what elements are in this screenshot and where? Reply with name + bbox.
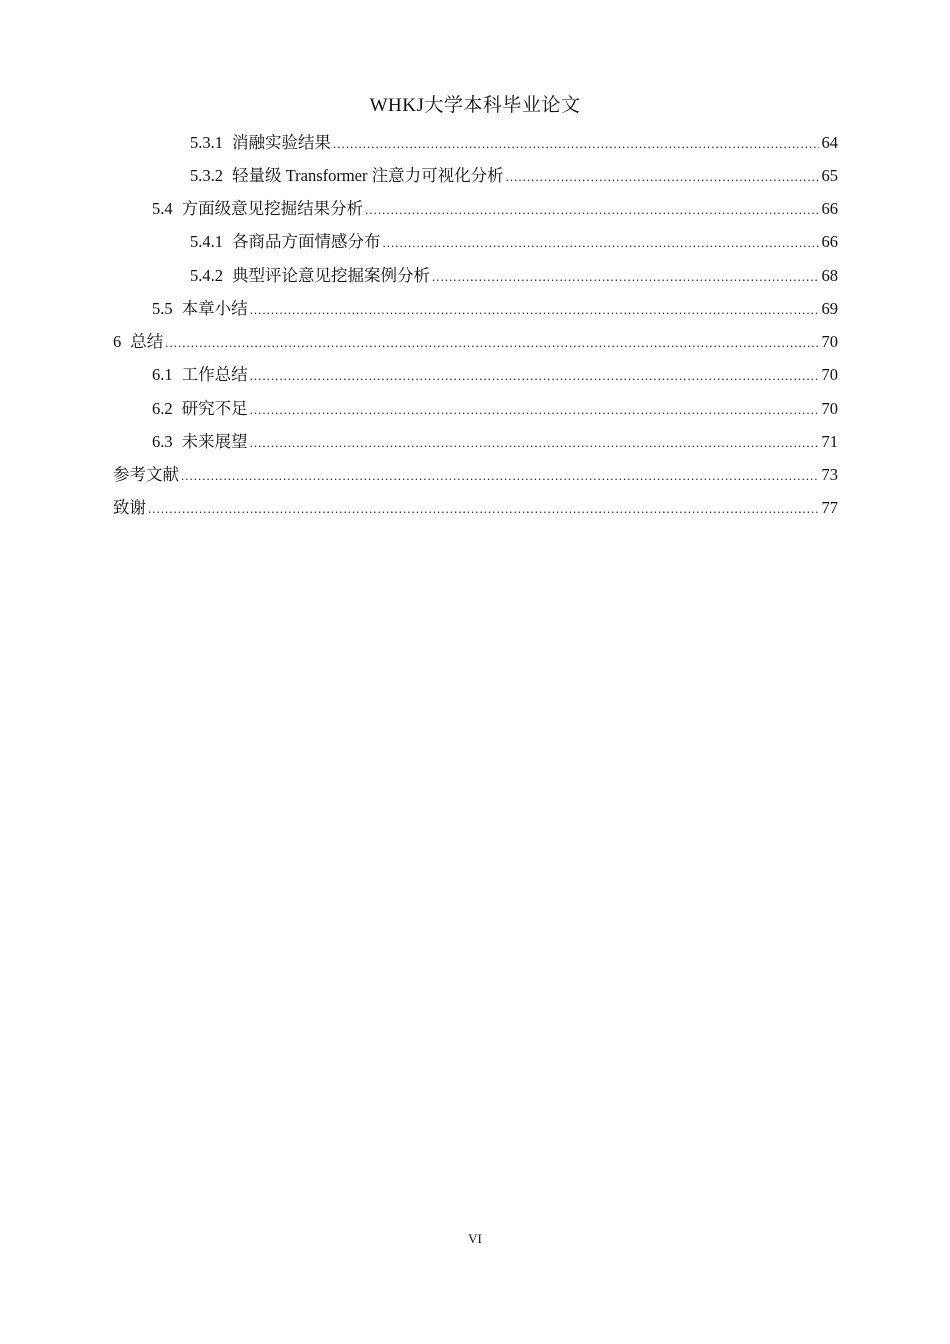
toc-entry-number: 5.3.2 [190,166,223,185]
toc-entry-title: 工作总结 [181,365,248,384]
toc-entry-5-5[interactable] [152,297,838,321]
toc-entry-page: 65 [821,166,838,185]
toc-entry-number: 5.5 [152,299,173,318]
toc-entry-title: 致谢 [113,498,146,517]
toc-entry-6-3[interactable] [152,430,838,454]
toc-entry-page: 71 [821,432,838,451]
toc-entry-6-1[interactable] [152,363,838,387]
toc-entry-5-4[interactable] [152,197,838,221]
toc-entry-number: 6.1 [152,365,173,384]
toc-entry-title: 研究不足 [181,399,248,418]
toc-entry-number: 6.2 [152,399,173,418]
toc-entry-number: 5.4.2 [190,266,223,285]
toc-entry-title: 方面级意见挖掘结果分析 [181,199,364,218]
toc-entry-number: 6.3 [152,432,173,451]
toc-entry-page: 66 [821,232,838,251]
toc-entry-title: 本章小结 [181,299,248,318]
toc-dot-leader [250,298,819,322]
toc-dot-leader [365,198,818,222]
toc-dot-leader [250,431,819,455]
toc-entry-5-4-2[interactable] [190,264,838,288]
toc-entry-title: 各商品方面情感分布 [232,232,381,251]
toc-dot-leader [250,364,819,388]
toc-entry-6-2[interactable] [152,397,838,421]
toc-dot-leader [148,497,819,521]
toc-entry-title: 总结 [130,332,164,351]
page-header [0,93,950,119]
toc-entry-page: 68 [821,266,838,285]
toc-entry-acknowledgements[interactable] [113,496,838,520]
toc-entry-page: 70 [821,332,838,351]
toc-entry-page: 70 [821,399,838,418]
toc-entry-title: 典型评论意见挖掘案例分析 [232,266,430,285]
toc-dot-leader [333,132,819,156]
toc-entry-title: 未来展望 [181,432,248,451]
page-number: VI [468,1231,482,1246]
toc-entry-title: 消融实验结果 [232,133,331,152]
toc-entry-page: 70 [821,365,838,384]
thesis-title: WHKJ大学本科毕业论文 [369,95,581,116]
toc-entry-page: 73 [821,465,838,484]
toc-entry-number: 5.3.1 [190,133,223,152]
toc-dot-leader [165,331,818,355]
toc-dot-leader [506,165,819,189]
toc-entry-number: 5.4 [152,199,173,218]
toc-dot-leader [250,398,819,422]
toc-entry-page: 69 [821,299,838,318]
toc-entry-5-3-1[interactable] [190,131,838,155]
toc-entry-page: 66 [821,199,838,218]
toc-entry-number: 6 [113,332,122,351]
page-footer [0,1230,950,1248]
toc-dot-leader [181,464,819,488]
toc-entry-number: 5.4.1 [190,232,223,251]
toc-entry-page: 64 [821,133,838,152]
toc-entry-5-3-2[interactable] [190,164,838,188]
toc-entry-page: 77 [821,498,838,517]
toc-entry-references[interactable] [113,463,838,487]
toc-entry-title: 参考文献 [113,465,179,484]
toc-dot-leader [432,265,819,289]
toc-dot-leader [383,231,819,255]
toc-entry-6[interactable] [113,330,838,354]
toc-entry-title: 轻量级 Transformer 注意力可视化分析 [232,166,504,185]
toc-entry-5-4-1[interactable] [190,230,838,254]
